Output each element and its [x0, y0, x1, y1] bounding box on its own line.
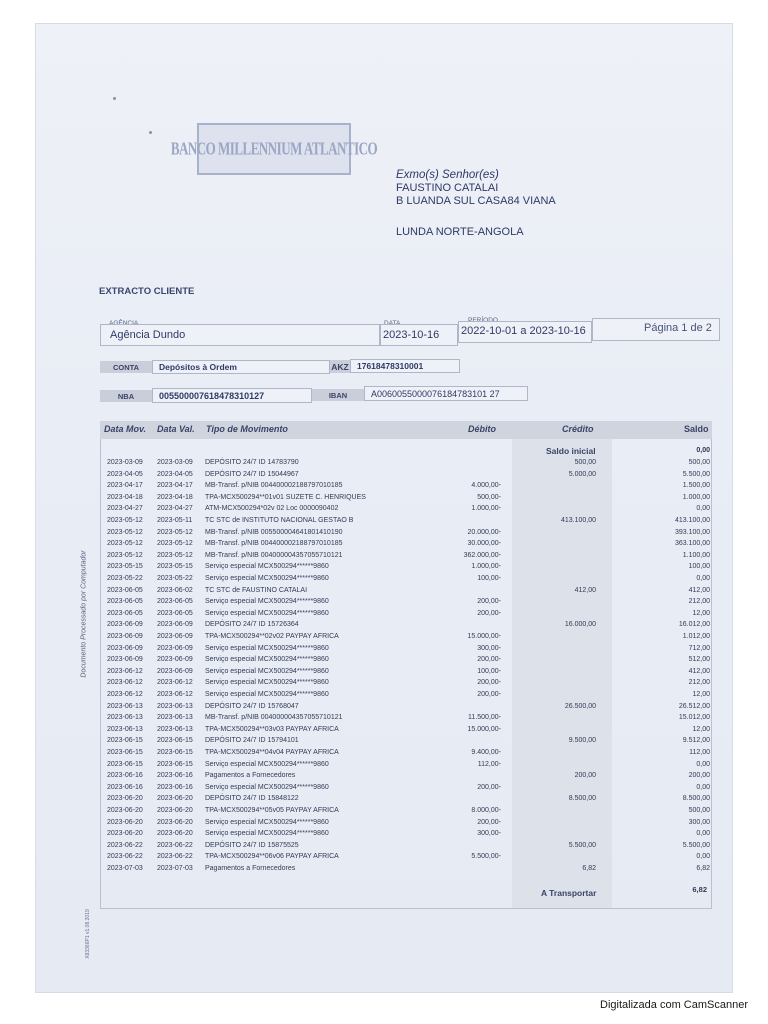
- row-data-val: 2023-04-27: [157, 505, 193, 513]
- row-data-val: 2023-06-12: [157, 679, 193, 687]
- table-row: [101, 517, 711, 528]
- row-data-mov: 2023-06-15: [107, 737, 143, 745]
- row-data-mov: 2023-06-15: [107, 760, 143, 768]
- row-saldo: 412,00: [688, 667, 710, 675]
- row-data-mov: 2023-06-09: [107, 621, 143, 629]
- row-saldo: 300,00: [688, 818, 710, 826]
- row-saldo: 26.512,00: [678, 702, 710, 710]
- row-saldo: 413.100,00: [674, 517, 710, 524]
- row-debito: 200,00-: [477, 609, 501, 617]
- table-row: [101, 703, 711, 714]
- row-debito: 20.000,00-: [467, 528, 501, 536]
- row-data-val: 2023-04-05: [157, 470, 193, 478]
- row-data-val: 2023-06-09: [157, 656, 193, 664]
- table-row: [101, 772, 711, 783]
- row-data-val: 2023-04-18: [157, 493, 193, 501]
- row-tipo: DEPÓSITO 24/7 ID 15044967: [205, 470, 299, 478]
- row-tipo: Serviço especial MCX500294******9860: [205, 575, 329, 582]
- row-tipo: Serviço especial MCX500294******9860: [205, 783, 329, 791]
- bank-logo: [170, 123, 378, 175]
- row-saldo: 0,00: [696, 783, 710, 791]
- table-row: [101, 633, 711, 644]
- row-data-val: 2023-06-09: [157, 667, 193, 675]
- transportar-value: 6,82: [692, 885, 707, 894]
- row-tipo: Serviço especial MCX500294******9860: [205, 563, 329, 571]
- col-data-val: Data Val.: [157, 424, 195, 434]
- row-tipo: Serviço especial MCX500294******9860: [205, 760, 329, 768]
- row-data-val: 2023-06-20: [157, 830, 193, 838]
- row-saldo: 8.500,00: [682, 795, 710, 803]
- saldo-inicial-value: 0,00: [696, 447, 710, 454]
- row-data-mov: 2023-06-09: [107, 656, 143, 664]
- table-row: [101, 749, 711, 760]
- table-row: [101, 737, 711, 748]
- row-credito: 412,00: [574, 586, 596, 594]
- row-data-mov: 2023-06-22: [107, 853, 143, 861]
- row-credito: 16.000,00: [564, 621, 596, 629]
- col-credito: Crédito: [562, 424, 594, 434]
- row-debito: 4.000,00-: [471, 482, 501, 490]
- row-data-val: 2023-06-09: [157, 644, 193, 652]
- table-row: [101, 540, 711, 551]
- row-data-mov: 2023-06-20: [107, 818, 143, 826]
- row-credito: 26.500,00: [564, 702, 596, 710]
- row-debito: 11.500,00-: [468, 714, 501, 722]
- table-row: [101, 761, 711, 772]
- row-data-mov: 2023-05-22: [107, 575, 143, 582]
- row-data-val: 2023-06-15: [157, 737, 193, 745]
- iban-value: A0060055000076184783101 27: [364, 386, 528, 401]
- row-saldo: 9.512,00: [682, 737, 710, 745]
- row-debito: 200,00-: [477, 818, 501, 826]
- row-tipo: ATM-MCX500294*02v 02 Loc 0000090402: [205, 505, 339, 513]
- row-data-mov: 2023-05-12: [107, 517, 143, 524]
- row-saldo: 12,00: [692, 725, 710, 733]
- row-debito: 200,00-: [477, 656, 501, 664]
- movements-table: [100, 439, 712, 909]
- table-row: [101, 691, 711, 702]
- row-data-val: 2023-05-12: [157, 528, 193, 536]
- row-saldo: 393.100,00: [674, 528, 710, 536]
- row-saldo: 1.012,00: [682, 633, 710, 640]
- periodo-value: 2022-10-01 a 2023-10-16: [461, 325, 586, 337]
- row-debito: 15.000,00-: [467, 725, 501, 733]
- row-tipo: TPA-MCX500294**02v02 PAYPAY AFRICA: [205, 633, 339, 640]
- row-data-mov: 2023-06-05: [107, 586, 143, 594]
- row-data-val: 2023-06-09: [157, 621, 193, 629]
- row-data-mov: 2023-06-13: [107, 702, 143, 710]
- row-credito: 200,00: [574, 772, 596, 780]
- row-tipo: Pagamentos a Fornecedores: [205, 772, 296, 780]
- row-data-val: 2023-05-15: [157, 563, 193, 571]
- row-data-val: 2023-06-12: [157, 691, 193, 698]
- table-header: [100, 421, 712, 439]
- row-tipo: Serviço especial MCX500294******9860: [205, 656, 329, 664]
- row-data-val: 2023-06-05: [157, 609, 193, 617]
- row-data-mov: 2023-05-12: [107, 540, 143, 548]
- row-data-val: 2023-04-17: [157, 482, 193, 490]
- row-data-val: 2023-06-22: [157, 841, 193, 849]
- document-title: EXTRACTO CLIENTE: [99, 286, 195, 297]
- row-credito: 8.500,00: [568, 795, 596, 803]
- row-saldo: 12,00: [692, 609, 710, 617]
- row-saldo: 5.500,00: [682, 841, 710, 849]
- table-row: [101, 865, 711, 876]
- row-saldo: 6,82: [696, 865, 710, 872]
- scan-speck: [149, 131, 152, 134]
- row-debito: 8.000,00-: [471, 807, 501, 814]
- saldo-inicial-label: Saldo inicial: [546, 446, 596, 456]
- row-tipo: MB-Transf. p/NIB 005500004641801410190: [205, 528, 343, 536]
- row-debito: 200,00-: [477, 783, 501, 791]
- row-data-mov: 2023-06-09: [107, 633, 143, 640]
- row-debito: 100,00-: [477, 575, 501, 582]
- table-row: [101, 575, 711, 586]
- row-credito: 6,82: [582, 865, 596, 872]
- row-data-mov: 2023-06-05: [107, 598, 143, 606]
- recipient-name: FAUSTINO CATALAI: [396, 182, 499, 194]
- row-data-mov: 2023-06-13: [107, 714, 143, 722]
- row-credito: 5.000,00: [568, 470, 596, 478]
- row-saldo: 512,00: [688, 656, 710, 664]
- col-data-mov: Data Mov.: [104, 424, 147, 434]
- table-row: [101, 552, 711, 563]
- row-saldo: 0,00: [696, 575, 710, 582]
- account-number: 17618478310001: [350, 359, 460, 373]
- row-saldo: 363.100,00: [674, 540, 710, 548]
- row-data-mov: 2023-06-16: [107, 772, 143, 780]
- row-data-val: 2023-05-12: [157, 540, 193, 548]
- row-debito: 5.500,00-: [471, 853, 501, 861]
- row-data-val: 2023-06-20: [157, 795, 193, 803]
- row-tipo: Serviço especial MCX500294******9860: [205, 679, 329, 687]
- row-debito: 1.000,00-: [471, 505, 501, 513]
- row-data-val: 2023-05-22: [157, 575, 193, 582]
- row-saldo: 212,00: [688, 598, 710, 606]
- row-saldo: 712,00: [688, 644, 710, 652]
- row-tipo: TPA-MCX500294**01v01 SUZETE C. HENRIQUES: [205, 493, 366, 501]
- row-data-mov: 2023-06-20: [107, 830, 143, 838]
- row-tipo: TPA-MCX500294**05v05 PAYPAY AFRICA: [205, 807, 339, 814]
- row-tipo: DEPÓSITO 24/7 ID 15875525: [205, 841, 299, 849]
- row-data-mov: 2023-04-05: [107, 470, 143, 478]
- recipient-address: [396, 169, 556, 239]
- row-data-mov: 2023-06-09: [107, 644, 143, 652]
- row-saldo: 500,00: [688, 807, 710, 814]
- row-saldo: 1.000,00: [682, 493, 710, 501]
- nba-label: NBA: [100, 390, 152, 402]
- row-data-val: 2023-06-09: [157, 633, 193, 640]
- scan-speck: [113, 97, 116, 100]
- row-data-mov: 2023-06-13: [107, 725, 143, 733]
- row-tipo: Serviço especial MCX500294******9860: [205, 691, 329, 698]
- page-indicator: Página 1 de 2: [644, 322, 712, 334]
- row-data-val: 2023-07-03: [157, 865, 193, 872]
- row-tipo: DEPÓSITO 24/7 ID 15848122: [205, 795, 299, 803]
- row-data-val: 2023-05-11: [157, 517, 193, 524]
- row-data-mov: 2023-06-20: [107, 807, 143, 814]
- table-row: [101, 621, 711, 632]
- row-debito: 200,00-: [477, 679, 501, 687]
- row-tipo: DEPÓSITO 24/7 ID 15726364: [205, 621, 299, 629]
- nba-value: 005500007618478310127: [152, 388, 312, 403]
- row-saldo: 500,00: [688, 459, 710, 466]
- row-data-mov: 2023-06-15: [107, 749, 143, 756]
- table-row: [101, 842, 711, 853]
- transportar-label: A Transportar: [541, 888, 597, 898]
- row-saldo: 0,00: [696, 760, 710, 768]
- row-data-mov: 2023-05-12: [107, 551, 143, 559]
- table-row: [101, 505, 711, 516]
- row-debito: 362.000,00-: [463, 551, 501, 559]
- row-data-val: 2023-03-09: [157, 459, 193, 466]
- row-data-val: 2023-05-12: [157, 551, 193, 559]
- row-data-val: 2023-06-20: [157, 807, 193, 814]
- table-row: [101, 784, 711, 795]
- table-row: [101, 529, 711, 540]
- row-debito: 112,00-: [477, 760, 501, 768]
- row-saldo: 15.012,00: [678, 714, 710, 722]
- col-debito: Débito: [468, 424, 496, 434]
- row-saldo: 1.500,00: [682, 482, 710, 490]
- row-data-val: 2023-06-22: [157, 853, 193, 861]
- row-data-mov: 2023-05-15: [107, 563, 143, 571]
- row-tipo: MB-Transf. p/NIB 004400002188797010185: [205, 482, 343, 490]
- row-data-val: 2023-06-16: [157, 772, 193, 780]
- row-saldo: 0,00: [696, 853, 710, 861]
- table-row: [101, 563, 711, 574]
- row-saldo: 200,00: [688, 772, 710, 780]
- row-tipo: Serviço especial MCX500294******9860: [205, 667, 329, 675]
- table-row: [101, 494, 711, 505]
- row-tipo: Serviço especial MCX500294******9860: [205, 818, 329, 826]
- row-debito: 300,00-: [477, 644, 501, 652]
- row-data-mov: 2023-06-12: [107, 691, 143, 698]
- currency-label: AKZ: [331, 361, 349, 372]
- row-credito: 9.500,00: [568, 737, 596, 745]
- scanner-watermark: Digitalizada com CamScanner: [600, 999, 748, 1011]
- row-data-mov: 2023-04-17: [107, 482, 143, 490]
- table-row: [101, 726, 711, 737]
- table-row: [101, 819, 711, 830]
- table-row: [101, 714, 711, 725]
- conta-value: Depósitos à Ordem: [152, 360, 330, 374]
- recipient-street: B LUANDA SUL CASA84 VIANA: [396, 195, 556, 207]
- row-saldo: 212,00: [688, 679, 710, 687]
- conta-label: CONTA: [100, 361, 152, 373]
- row-debito: 1.000,00-: [471, 563, 501, 571]
- row-saldo: 100,00: [688, 563, 710, 571]
- row-saldo: 16.012,00: [678, 621, 710, 629]
- side-note: Documento Processado por Computador: [80, 550, 88, 678]
- table-row: [101, 471, 711, 482]
- table-row: [101, 587, 711, 598]
- row-tipo: MB-Transf. p/NIB 004000004357055710121: [205, 714, 343, 722]
- row-credito: 500,00: [574, 459, 596, 466]
- row-saldo: 12,00: [692, 691, 710, 698]
- bank-logo-text: BANCO MILLENNIUM ATLANTICO: [170, 137, 378, 159]
- row-saldo: 412,00: [688, 586, 710, 594]
- row-data-val: 2023-06-15: [157, 749, 193, 756]
- row-debito: 200,00-: [477, 598, 501, 606]
- row-tipo: DEPÓSITO 24/7 ID 15794101: [205, 737, 299, 745]
- iban-label: IBAN: [312, 389, 364, 401]
- row-debito: 9.400,00-: [471, 749, 501, 756]
- row-data-val: 2023-06-02: [157, 586, 193, 594]
- row-data-val: 2023-06-13: [157, 725, 193, 733]
- recipient-region: LUNDA NORTE-ANGOLA: [396, 226, 524, 238]
- row-data-mov: 2023-07-03: [107, 865, 143, 872]
- row-debito: 200,00-: [477, 691, 501, 698]
- agencia-value: Agência Dundo: [110, 329, 186, 341]
- table-row: [101, 853, 711, 864]
- table-row: [101, 645, 711, 656]
- row-data-mov: 2023-06-22: [107, 841, 143, 849]
- row-tipo: Serviço especial MCX500294******9860: [205, 644, 329, 652]
- row-data-mov: 2023-04-18: [107, 493, 143, 501]
- data-value: 2023-10-16: [383, 329, 440, 341]
- row-tipo: Pagamentos a Fornecedores: [205, 865, 296, 872]
- row-tipo: TPA-MCX500294**06v06 PAYPAY AFRICA: [205, 853, 339, 861]
- table-row: [101, 459, 711, 470]
- row-data-mov: 2023-05-12: [107, 528, 143, 536]
- row-data-mov: 2023-03-09: [107, 459, 143, 466]
- table-row: [101, 598, 711, 609]
- row-debito: 500,00-: [477, 493, 501, 501]
- row-debito: 30.000,00-: [467, 540, 501, 548]
- row-data-val: 2023-06-13: [157, 702, 193, 710]
- row-data-val: 2023-06-15: [157, 760, 193, 768]
- row-data-val: 2023-06-20: [157, 818, 193, 826]
- row-data-mov: 2023-06-12: [107, 667, 143, 675]
- row-tipo: Serviço especial MCX500294******9860: [205, 609, 329, 617]
- row-saldo: 5.500,00: [682, 470, 710, 478]
- recipient-greeting: Exmo(s) Senhor(es): [396, 169, 499, 181]
- row-data-val: 2023-06-16: [157, 783, 193, 791]
- form-code: X83366P1 v1.08.2019: [85, 909, 91, 959]
- row-data-mov: 2023-06-05: [107, 609, 143, 617]
- row-saldo: 0,00: [696, 830, 710, 838]
- col-tipo: Tipo de Movimento: [206, 424, 288, 434]
- row-tipo: Serviço especial MCX500294******9860: [205, 598, 329, 606]
- row-data-val: 2023-06-05: [157, 598, 193, 606]
- row-tipo: MB-Transf. p/NIB 004400002188797010185: [205, 540, 343, 548]
- row-tipo: TPA-MCX500294**03v03 PAYPAY AFRICA: [205, 725, 339, 733]
- row-saldo: 0,00: [696, 505, 710, 513]
- row-debito: 300,00-: [477, 830, 501, 838]
- col-saldo: Saldo: [684, 424, 709, 434]
- row-data-mov: 2023-06-20: [107, 795, 143, 803]
- row-credito: 5.500,00: [568, 841, 596, 849]
- row-credito: 413.100,00: [560, 517, 596, 524]
- row-tipo: TC STC de INSTITUTO NACIONAL GESTAO B: [205, 517, 354, 524]
- row-saldo: 112,00: [689, 749, 710, 756]
- row-debito: 15.000,00-: [467, 633, 501, 640]
- table-row: [101, 795, 711, 806]
- row-data-mov: 2023-04-27: [107, 505, 143, 513]
- row-tipo: TPA-MCX500294**04v04 PAYPAY AFRICA: [205, 749, 339, 756]
- row-tipo: TC STC de FAUSTINO CATALAI: [205, 586, 308, 594]
- table-row: [101, 668, 711, 679]
- row-tipo: DEPÓSITO 24/7 ID 14783790: [205, 459, 299, 466]
- row-data-mov: 2023-06-16: [107, 783, 143, 791]
- table-row: [101, 482, 711, 493]
- table-row: [101, 679, 711, 690]
- table-row: [101, 807, 711, 818]
- row-tipo: MB-Transf. p/NIB 004000004357055710121: [205, 551, 343, 559]
- table-row: [101, 830, 711, 841]
- table-row: [101, 610, 711, 621]
- table-row: [101, 656, 711, 667]
- row-data-val: 2023-06-13: [157, 714, 193, 722]
- row-saldo: 1.100,00: [682, 551, 710, 559]
- row-debito: 100,00-: [477, 667, 501, 675]
- row-tipo: Serviço especial MCX500294******9860: [205, 830, 329, 838]
- row-tipo: DEPÓSITO 24/7 ID 15768047: [205, 702, 299, 710]
- row-data-mov: 2023-06-12: [107, 679, 143, 687]
